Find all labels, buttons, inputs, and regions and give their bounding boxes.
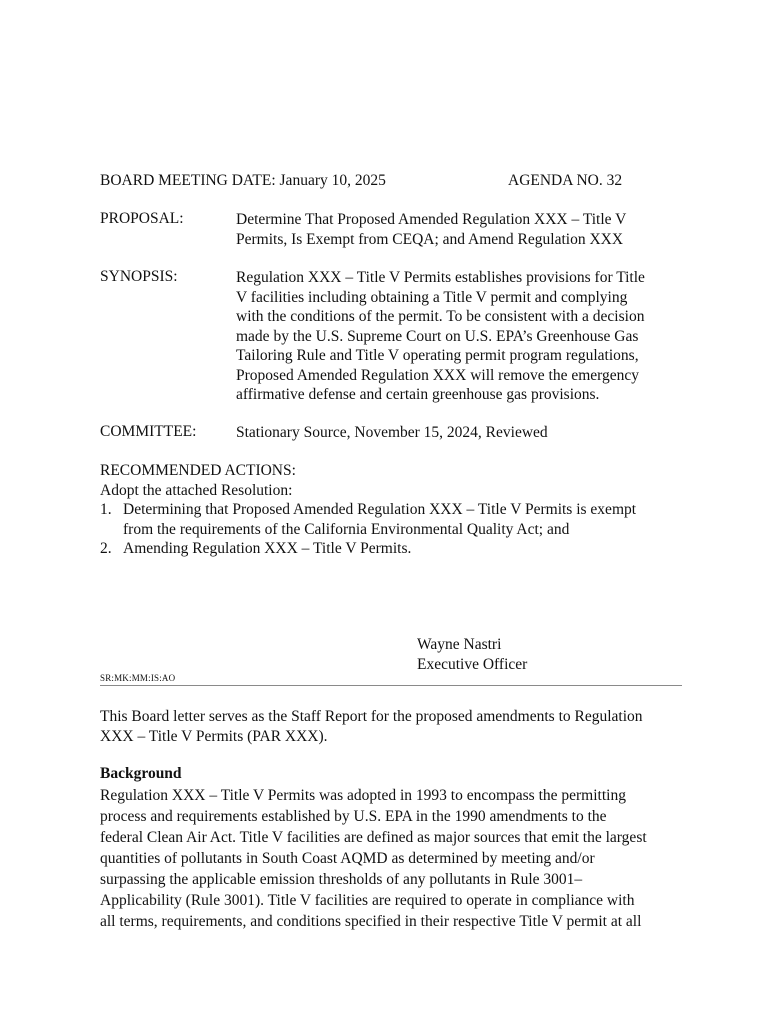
proposal-text xyxy=(236,210,686,249)
committee-value: Stationary Source, November 15, 2024, Reviewed xyxy=(236,424,548,441)
agenda-number: AGENDA NO. 32 xyxy=(508,172,623,189)
committee-label: COMMITTEE: xyxy=(100,423,197,440)
background-line: Applicability (Rule 3001). Title V facilities are required to operate in compliance with xyxy=(100,892,635,909)
background-paragraph xyxy=(100,785,690,932)
recommended-action-item xyxy=(100,539,690,559)
proposal-line: Determine That Proposed Amended Regulation XXX – Title V xyxy=(236,211,627,228)
item-text xyxy=(123,539,411,559)
background-heading: Background xyxy=(100,765,182,782)
synopsis-line: Tailoring Rule and Title V operating permit program regulations, xyxy=(236,347,639,364)
signature-block xyxy=(417,635,527,674)
background-line: surpassing the applicable emission thresholds of any pollutants in Rule 3001– xyxy=(100,871,583,888)
staff-initials: SR:MK:MM:IS:AO xyxy=(100,673,176,683)
recommended-actions xyxy=(100,461,690,559)
item-number: 1. xyxy=(100,501,112,518)
proposal-label: PROPOSAL: xyxy=(100,210,184,227)
item-text xyxy=(123,500,636,539)
synopsis-label: SYNOPSIS: xyxy=(100,268,178,285)
signer-name: Wayne Nastri xyxy=(417,636,502,653)
background-line: process and requirements established by U.S. EPA in the 1990 amendments to the xyxy=(100,808,607,825)
background-line: all terms, requirements, and conditions specified in their respective Title V permit at all xyxy=(100,913,642,930)
meeting-date: BOARD MEETING DATE: January 10, 2025 xyxy=(100,172,386,189)
recommended-actions-heading: RECOMMENDED ACTIONS: xyxy=(100,462,296,479)
synopsis-line: made by the U.S. Supreme Court on U.S. EPA’s Greenhouse Gas xyxy=(236,327,639,345)
synopsis-line: with the conditions of the permit. To be consistent with a decision xyxy=(236,308,645,325)
synopsis-line: Regulation XXX – Title V Permits establishes provisions for Title xyxy=(236,269,645,286)
signer-title: Executive Officer xyxy=(417,655,528,673)
proposal-line: Permits, Is Exempt from CEQA; and Amend Regulation XXX xyxy=(236,230,624,248)
divider xyxy=(100,685,682,686)
background-line: federal Clean Air Act. Title V facilities are defined as major sources that emit the largest xyxy=(100,829,647,846)
background-line: quantities of pollutants in South Coast AQMD as determined by meeting and/or xyxy=(100,850,595,867)
recommended-action-item xyxy=(100,500,690,539)
item-line: Determining that Proposed Amended Regulation XXX – Title V Permits is exempt xyxy=(123,501,637,518)
synopsis-line: affirmative defense and certain greenhouse gas provisions. xyxy=(236,386,600,403)
intro-line: XXX – Title V Permits (PAR XXX). xyxy=(100,728,328,745)
item-line: Amending Regulation XXX – Title V Permits. xyxy=(123,540,412,557)
synopsis-line: Proposed Amended Regulation XXX will remove the emergency xyxy=(236,366,640,384)
item-number: 2. xyxy=(100,540,112,557)
synopsis-text xyxy=(236,268,686,405)
item-line: from the requirements of the California Environmental Quality Act; and xyxy=(123,520,570,538)
synopsis-line: V facilities including obtaining a Title V permit and complying xyxy=(236,288,628,306)
intro-line: This Board letter serves as the Staff Report for the proposed amendments to Regulation xyxy=(100,708,643,725)
background-line: Regulation XXX – Title V Permits was adopted in 1993 to encompass the permitting xyxy=(100,787,626,804)
intro-paragraph xyxy=(100,707,690,747)
recommended-actions-intro: Adopt the attached Resolution: xyxy=(100,481,293,499)
